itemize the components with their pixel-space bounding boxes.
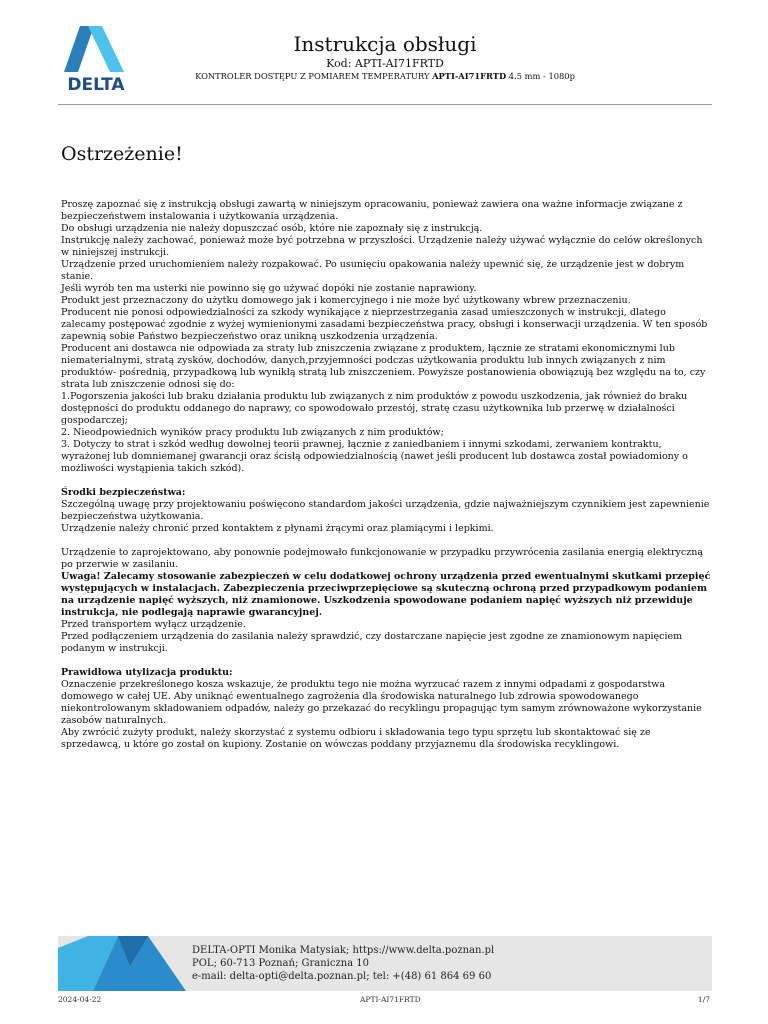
footer-logo-graphic bbox=[58, 936, 186, 991]
document-header bbox=[150, 32, 620, 82]
document-title: Instrukcja obsługi bbox=[293, 32, 477, 56]
paragraph: Oznaczenie przekreślonego kosza wskazuje, że produktu tego nie można wyrzucać razem z innymi odpadami z gospodarstwa domowego w całej UE. Aby uniknąć ewentualnego zagrożenia dla środowiska naturalnego lub zdrowia spowodowanego niekontrolowanym składowaniem odpadów, należy go przekazać do recyklingu propagując tym samym zrównoważone wykorzystanie zasobów naturalnych. bbox=[61, 679, 702, 726]
footer-company-line: DELTA-OPTI Monika Matysiak; https://www.delta.poznan.pl bbox=[192, 945, 495, 956]
paragraph: Urządzenie przed uruchomieniem należy rozpakować. Po usunięciu opakowania należy upewnić się, że urządzenie jest w dobrym stanie. bbox=[61, 259, 685, 282]
spacer bbox=[61, 535, 711, 547]
header-divider bbox=[58, 104, 712, 105]
paragraph: Przed transportem wyłącz urządzenie. bbox=[61, 619, 246, 630]
paragraph: Szczególną uwagę przy projektowaniu poświęcono standardom jakości urządzenia, gdzie najważniejszym czynnikiem jest zapewnienie bezpieczeństwa użytkowania. bbox=[61, 499, 710, 522]
subtitle-prefix: KONTROLER DOSTĘPU Z POMIAREM TEMPERATURY bbox=[195, 71, 433, 81]
subtitle-model: APTI-AI71FRTD bbox=[432, 71, 507, 81]
footer-page-number: 1/7 bbox=[697, 995, 710, 1004]
paragraph: Instrukcję należy zachować, ponieważ może być potrzebna w przyszłości. Urządzenie należy używać wyłącznie do celów określonych w niniejszej instrukcji. bbox=[61, 235, 703, 258]
paragraph: Producent nie ponosi odpowiedzialności za szkody wynikające z nieprzestrzegania zasad umieszczonych w instrukcji, dlatego zalecamy postępować zgodnie z wyżej wymienionymi zasadami bezpieczeństwa pracy, obsługi i konserwacji urządzenia. W ten sposób zapewnią sobie Państwo bezpieczeństwo oraz unikną uszkodzenia urządzenia. bbox=[61, 307, 708, 342]
spacer bbox=[61, 475, 711, 487]
list-item: 2. Nieodpowiednich wyników pracy produktu lub związanych z nim produktów; bbox=[61, 427, 444, 438]
delta-logo bbox=[58, 22, 134, 94]
section-title: Ostrzeżenie! bbox=[61, 143, 183, 165]
document-subtitle bbox=[150, 71, 620, 82]
paragraph: Aby zwrócić zużyty produkt, należy skorzystać z systemu odbioru i składowania tego typu sprzętu lub skontaktować się ze sprzedawcą, u które go został on kupiony. Zostanie on wówczas poddany przyjaznemu dla środowiska recyklingowi. bbox=[61, 727, 651, 750]
footer-contact-line: e-mail: delta-opti@delta.poznan.pl; tel: +(48) 61 864 69 60 bbox=[192, 971, 492, 982]
heading-disposal: Prawidłowa utylizacja produktu: bbox=[61, 667, 233, 678]
footer-date: 2024-04-22 bbox=[58, 995, 102, 1004]
paragraph: Jeśli wyrób ten ma usterki nie powinno się go używać dopóki nie zostanie naprawiony. bbox=[61, 283, 477, 294]
footer-model: APTI-AI71FRTD bbox=[360, 995, 421, 1004]
footer-band bbox=[58, 936, 712, 991]
document-code: Kod: APTI-AI71FRTD bbox=[326, 57, 444, 70]
list-item: 3. Dotyczy to strat i szkód według dowolnej teorii prawnej, łącznie z zaniedbaniem i innymi szkodami, zerwaniem kontraktu, wyrażonej lub domniemanej gwarancji oraz ścisłą odpowiedzialnością (nawet jeśli producent lub dostawca został powiadomiony o możliwości wystąpienia takich szkód). bbox=[61, 439, 688, 474]
footer-company-info bbox=[192, 944, 494, 983]
document-body bbox=[61, 199, 711, 751]
heading-safety: Środki bezpieczeństwa: bbox=[61, 487, 186, 498]
spacer bbox=[61, 655, 711, 667]
logo-text: DELTA bbox=[67, 75, 125, 94]
paragraph: Przed podłączeniem urządzenia do zasilania należy sprawdzić, czy dostarczane napięcie jest zgodne ze znamionowym napięciem podanym w instrukcji. bbox=[61, 631, 683, 654]
logo-inner bbox=[84, 50, 103, 62]
paragraph: Urządzenie to zaprojektowano, aby ponownie podejmowało funkcjonowanie w przypadku przywrócenia zasilania energią elektryczną po przerwie w zasilaniu. bbox=[61, 547, 703, 570]
paragraph: Producent ani dostawca nie odpowiada za straty lub zniszczenia związane z produktem, łącznie ze stratami ekonomicznymi lub niematerialnymi, stratą zysków, dochodów, danych,przyjemności podczas użytkowania produktu lub innych związanych z nim produktów- pośrednią, przypadkową lub wynikłą stratą lub zniszczeniem. Powyższe postanowienia obowiązują bez względu na to, czy strata lub zniszczenie odnosi się do: bbox=[61, 343, 706, 390]
logo-left-leg bbox=[64, 26, 94, 72]
paragraph: Do obsługi urządzenia nie należy dopuszczać osób, które nie zapoznały się z instrukcją. bbox=[61, 223, 483, 234]
footer-address-line: POL; 60-713 Poznań; Graniczna 10 bbox=[192, 958, 370, 969]
paragraph: Urządzenie należy chronić przed kontaktem z płynami żrącymi oraz plamiącymi i lepkimi. bbox=[61, 523, 494, 534]
subtitle-suffix: 4.5 mm - 1080p bbox=[506, 71, 575, 81]
warning-paragraph: Uwaga! Zalecamy stosowanie zabezpieczeń w celu dodatkowej ochrony urządzenia przed ewentualnymi skutkami przepięć występujących w instalacjach. Zabezpieczenia przeciwprzepięciowe są skuteczną ochroną przed przypadkowym podaniem na urządzenie napięć wyższych, niż znamionowe. Uszkodzenia spowodowane podaniem napięć wyższych niż przewiduje instrukcja, nie podlegają naprawie gwarancyjnej. bbox=[61, 571, 711, 618]
paragraph: Produkt jest przeznaczony do użytku domowego jak i komercyjnego i nie może być użytkowany wbrew przeznaczeniu. bbox=[61, 295, 631, 306]
list-item: 1.Pogorszenia jakości lub braku działania produktu lub związanych z nim produktów z powodu uszkodzenia, jak również do braku dostępności do produktu oddanego do naprawy, co spowodowało przestój, stratę czasu użytkownika lub przerwę w działalności gospodarczej; bbox=[61, 391, 688, 426]
paragraph: Proszę zapoznać się z instrukcją obsługi zawartą w niniejszym opracowaniu, ponieważ zawiera ona ważne informacje związane z bezpieczeństwem instalowania i użytkowania urządzenia. bbox=[61, 199, 683, 222]
logo-right-leg bbox=[88, 26, 124, 72]
